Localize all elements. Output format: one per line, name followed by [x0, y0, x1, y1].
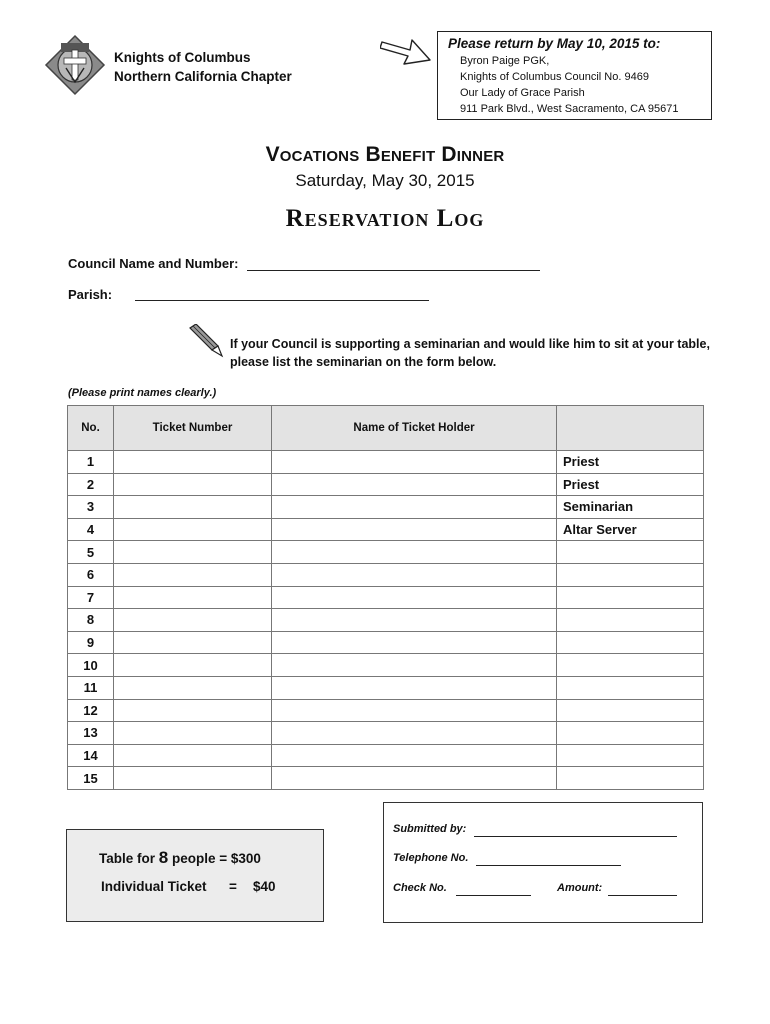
- role-cell[interactable]: [557, 767, 704, 790]
- col-header-ticket-holder: Name of Ticket Holder: [272, 406, 557, 451]
- row-number: 9: [68, 631, 114, 654]
- row-number: 8: [68, 609, 114, 632]
- ticket-holder-cell[interactable]: [272, 496, 557, 519]
- individual-price: $40: [253, 879, 276, 894]
- ticket-number-cell[interactable]: [114, 722, 272, 745]
- ticket-holder-cell[interactable]: [272, 473, 557, 496]
- return-address-line: Knights of Columbus Council No. 9469: [460, 71, 649, 83]
- ticket-number-cell[interactable]: [114, 676, 272, 699]
- ticket-holder-cell[interactable]: [272, 744, 557, 767]
- pencil-icon: [186, 324, 224, 358]
- ticket-number-cell[interactable]: [114, 609, 272, 632]
- row-number: 5: [68, 541, 114, 564]
- col-header-role: [557, 406, 704, 451]
- row-number: 6: [68, 563, 114, 586]
- ticket-holder-cell[interactable]: [272, 451, 557, 474]
- row-number: 1: [68, 451, 114, 474]
- ticket-number-cell[interactable]: [114, 586, 272, 609]
- telephone-label: Telephone No.: [393, 852, 469, 864]
- individual-equals: =: [229, 879, 237, 894]
- ticket-number-cell[interactable]: [114, 699, 272, 722]
- row-number: 2: [68, 473, 114, 496]
- event-date: Saturday, May 30, 2015: [295, 171, 475, 190]
- check-number-label: Check No.: [393, 882, 447, 894]
- table-row: [68, 609, 704, 632]
- row-number: 7: [68, 586, 114, 609]
- role-cell[interactable]: [557, 654, 704, 677]
- ticket-number-cell[interactable]: [114, 631, 272, 654]
- ticket-number-cell[interactable]: [114, 767, 272, 790]
- individual-label: Individual Ticket: [101, 879, 207, 894]
- role-cell[interactable]: [557, 563, 704, 586]
- ticket-holder-cell[interactable]: [272, 609, 557, 632]
- return-deadline: Please return by May 10, 2015 to:: [448, 36, 661, 51]
- table-row: [68, 496, 704, 519]
- submitted-by-field[interactable]: [474, 836, 677, 837]
- table-row: [68, 676, 704, 699]
- table-row: [68, 654, 704, 677]
- role-cell[interactable]: [557, 744, 704, 767]
- ticket-number-cell[interactable]: [114, 654, 272, 677]
- event-title: Vocations Benefit Dinner: [265, 143, 505, 166]
- ticket-number-cell[interactable]: [114, 541, 272, 564]
- return-address-line: 911 Park Blvd., West Sacramento, CA 95671: [460, 103, 679, 115]
- council-field[interactable]: [247, 270, 540, 271]
- table-row: [68, 586, 704, 609]
- table-row: [68, 744, 704, 767]
- ticket-holder-cell[interactable]: [272, 518, 557, 541]
- row-number: 13: [68, 722, 114, 745]
- col-header-ticket-number: Ticket Number: [114, 406, 272, 451]
- role-cell: Altar Server: [557, 518, 704, 541]
- role-cell: Seminarian: [557, 496, 704, 519]
- ticket-number-cell[interactable]: [114, 473, 272, 496]
- org-name-line1: Knights of Columbus: [114, 50, 251, 65]
- ticket-holder-cell[interactable]: [272, 631, 557, 654]
- council-label: Council Name and Number:: [68, 256, 239, 271]
- table-price-suffix: people = $300: [172, 851, 261, 866]
- role-cell[interactable]: [557, 609, 704, 632]
- parish-label: Parish:: [68, 287, 113, 302]
- row-number: 3: [68, 496, 114, 519]
- ticket-holder-cell[interactable]: [272, 767, 557, 790]
- ticket-number-cell[interactable]: [114, 496, 272, 519]
- role-cell[interactable]: [557, 541, 704, 564]
- page-title: Reservation Log: [285, 205, 485, 232]
- amount-field[interactable]: [608, 895, 677, 896]
- print-instruction: (Please print names clearly.): [68, 387, 217, 399]
- amount-label: Amount:: [557, 882, 603, 894]
- table-row: [68, 563, 704, 586]
- table-price: [99, 848, 261, 868]
- ticket-holder-cell[interactable]: [272, 654, 557, 677]
- table-row: [68, 473, 704, 496]
- row-number: 14: [68, 744, 114, 767]
- ticket-holder-cell[interactable]: [272, 699, 557, 722]
- row-number: 15: [68, 767, 114, 790]
- ticket-number-cell[interactable]: [114, 451, 272, 474]
- row-number: 10: [68, 654, 114, 677]
- ticket-holder-cell[interactable]: [272, 676, 557, 699]
- submitted-by-label: Submitted by:: [393, 823, 467, 835]
- role-cell[interactable]: [557, 699, 704, 722]
- ticket-number-cell[interactable]: [114, 744, 272, 767]
- seminarian-note: If your Council is supporting a seminarian and would like him to sit at your table, please list the seminarian on the form below.: [230, 337, 710, 369]
- ticket-holder-cell[interactable]: [272, 586, 557, 609]
- table-row: [68, 518, 704, 541]
- outline-arrow-right-icon: [380, 30, 432, 66]
- table-size: 8: [158, 848, 169, 867]
- row-number: 4: [68, 518, 114, 541]
- check-number-field[interactable]: [456, 895, 531, 896]
- ticket-holder-cell[interactable]: [272, 563, 557, 586]
- row-number: 12: [68, 699, 114, 722]
- org-name-line2: Northern California Chapter: [114, 69, 292, 84]
- role-cell[interactable]: [557, 676, 704, 699]
- telephone-field[interactable]: [476, 865, 621, 866]
- row-number: 11: [68, 676, 114, 699]
- ticket-number-cell[interactable]: [114, 563, 272, 586]
- role-cell[interactable]: [557, 586, 704, 609]
- table-row: [68, 541, 704, 564]
- ticket-holder-cell[interactable]: [272, 541, 557, 564]
- table-row: [68, 451, 704, 474]
- reservation-table: [67, 405, 704, 790]
- table-price-prefix: Table for: [99, 851, 156, 866]
- ticket-holder-cell[interactable]: [272, 722, 557, 745]
- return-address-line: Byron Paige PGK,: [460, 55, 550, 67]
- parish-field[interactable]: [135, 300, 429, 301]
- organization-name: [114, 48, 292, 86]
- role-cell: Priest: [557, 451, 704, 474]
- table-row: [68, 767, 704, 790]
- pricing-box: [66, 829, 324, 922]
- role-cell[interactable]: [557, 722, 704, 745]
- return-address-line: Our Lady of Grace Parish: [460, 87, 585, 99]
- table-header-row: [68, 406, 704, 451]
- knights-of-columbus-emblem-icon: [44, 34, 106, 96]
- table-row: [68, 631, 704, 654]
- role-cell[interactable]: [557, 631, 704, 654]
- role-cell: Priest: [557, 473, 704, 496]
- col-header-no: No.: [68, 406, 114, 451]
- table-row: [68, 699, 704, 722]
- table-row: [68, 722, 704, 745]
- ticket-number-cell[interactable]: [114, 518, 272, 541]
